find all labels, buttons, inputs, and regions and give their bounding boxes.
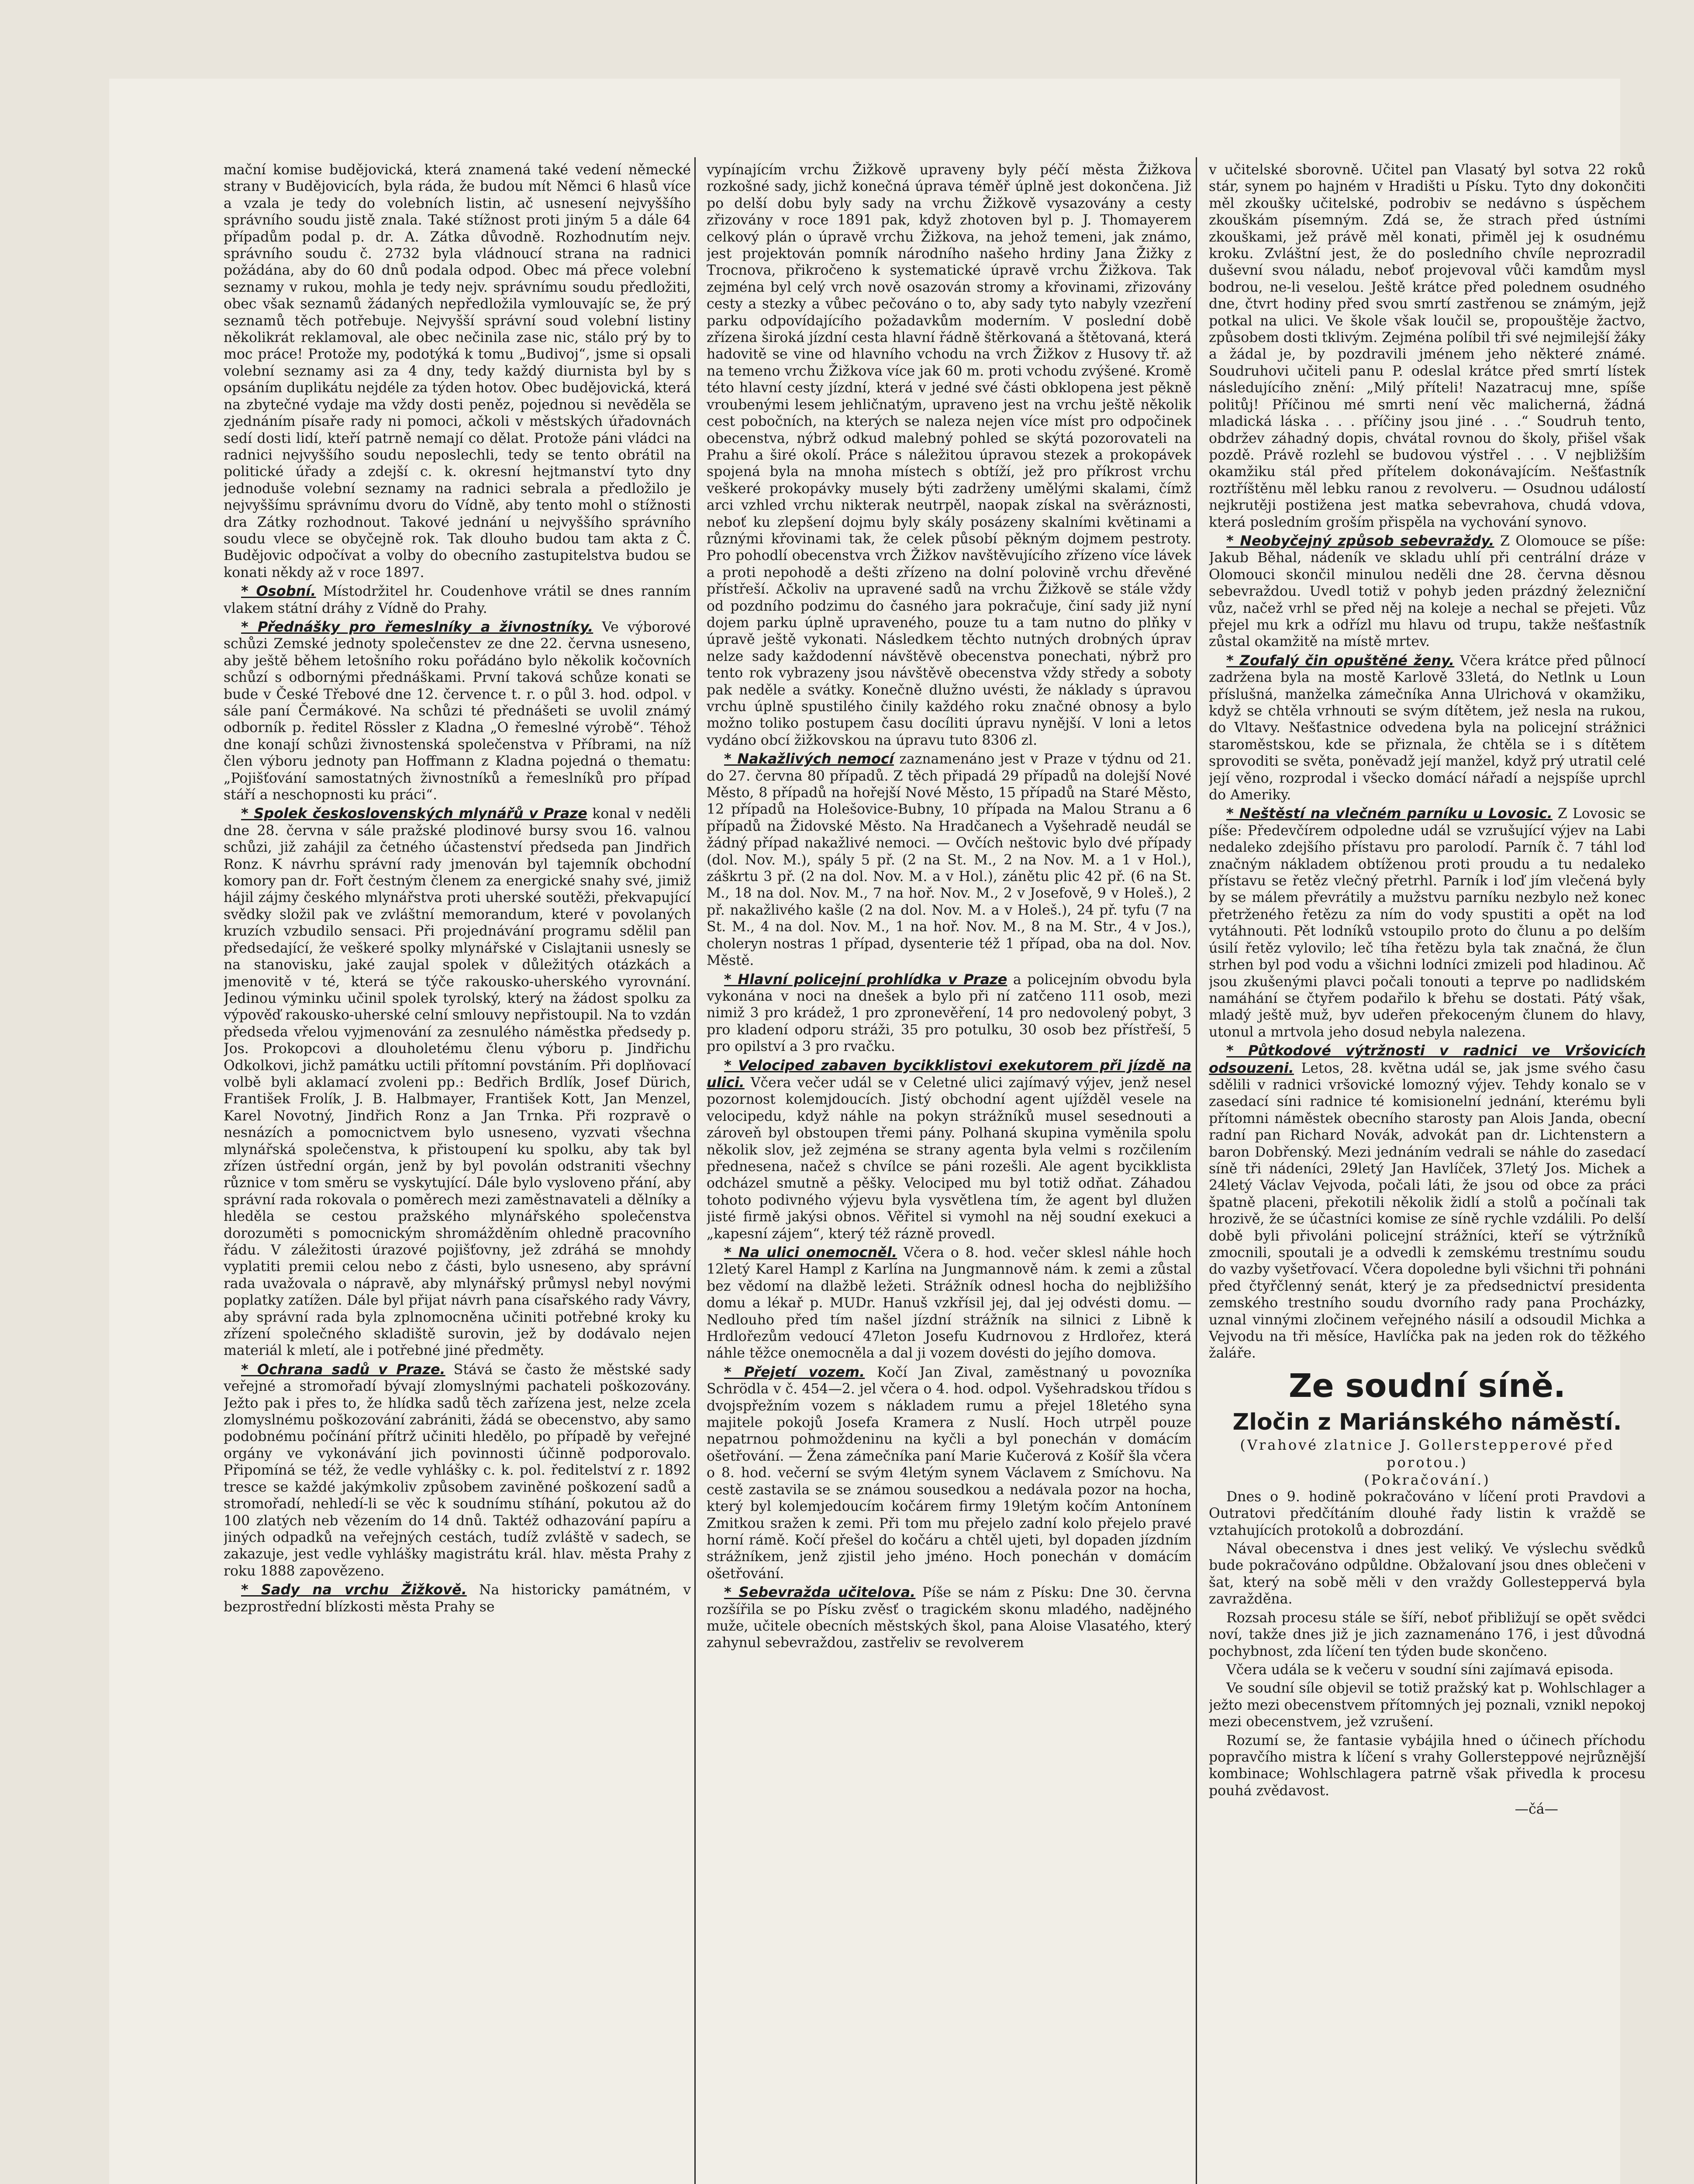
article-paragraph (224, 162, 691, 581)
article-text: Včera udála se k večeru v soudní síni zajímavá episoda. (1226, 1662, 1614, 1678)
article-paragraph (224, 583, 691, 617)
article-heading: * Neobyčejný způsob sebevraždy. (1226, 532, 1494, 549)
article-heading: * Ochrana sadů v Praze. (241, 1361, 445, 1378)
article-paragraph (1209, 805, 1646, 1040)
article-heading: * Půtkodové výtržnosti v radnici ve Vršovicích odsouzeni. (1209, 1042, 1646, 1076)
article-paragraph (1209, 652, 1646, 804)
article-text: konal v neděli dne 28. června v sále pražské plodinové bursy svou 16. valnou schůzi, již zahájil za četného účastenství předseda pan Jindřich Ronz. K návrhu správní rady jmenován byl tajemník obchodní komory pan dr. Fořt čestným členem za energické snahy své, jimiž hájil zájmy českého mlynářstva proti uherské soutěži, překvapující svědky složil pak ve zvláštní memorandum, které v povolaných kruzích vzbudilo sensaci. Při projednávání programu sdělil pan předsedající, že veškeré spolky mlynářské v Cislajtanii usnesly se na stanovisku, jaké zaujal spolek v důležitých otázkách a jmenovitě v té, která se týče rakousko-uherského vyrovnání. Jedinou výminku učinil spolek tyrolský, který na žádost spolku za výpověď rakousko-uherské celní smlouvy nepřistoupil. Na to vzdán předseda vřelou vyjmenování za zesnulého náměstka předsedy p. Jos. Prokopcovi a dlouholetému členu výboru p. Jindřichu Odkolkovi, jichž památku uctili přítomní povstáním. Při doplňovací volbě byli aklamací zvoleni pp.: Bedřich Brdlík, Josef Dürich, František Frolík, J. B. Halbmayer, František Kott, Jan Menzel, Karel Novotný, Jindřich Ronz a Jan Trnka. Při rozpravě o nesnázích a pomocnictvem bylo usneseno, vyzvati všechna mlynářská společenstva, k přistoupení ku spolku, aby tak byl zřízen ústřední orgán, jenž by byl povolán odstraniti všechny různice v tom směru se vyskytující. Dále bylo vysloveno přání, aby správní rada rokovala o poměrech mezi zaměstnavateli a dělníky a hleděla se cestou pražského mlynářského společenstva dorozuměti s pomocnickým shromážděním ohledně pracovního řádu. V záležitosti úrazové pojišťovny, jež zdráhá se mnohdy vyplatiti premii celou nebo z části, bylo usneseno, aby správní rada uvažovala o nápravě, aby mlynářský průmysl nebyl novými poplatky zatížen. Dále byl přijat návrh pana císařského rady Vávry, aby správní rada byla zplnomocněna učiniti potřebné kroky ku zřízení společného skladiště surovin, jež by dodávalo nejen materiál k mletí, ale i potřebné jiné předměty. (224, 806, 691, 1359)
column-2 (707, 162, 1191, 2184)
article-text: Na historicky památném, v bezprostřední blízkosti města Prahy se (224, 1582, 691, 1615)
article-text: Kočí Jan Zival, zaměstnaný u povozníka Schrödla v č. 454—2. jel včera o 4. hod. odpol. Vyšehradskou třídou s dvojspřežním vozem s nákladem rumu a přejel 18letého syna majitele pokojů Josefa Kramera z Nuslí. Hoch utrpěl pouze nepatrnou pohmoždeninu na kyčli a byl ponechán v domácím ošetřování. — Žena zámečníka paní Marie Kučerová z Košíř šla včera o 8. hod. večerní se svým 4letým synem Václavem z Smíchovu. Na cestě zastavila se se známou sousedkou a nedávala pozor na hocha, který byl kolemjedoucím kočárem firmy 19letým kočím Antonínem Zmitkou sražen k zemi. Při tom mu přejelo zadní kolo přejelo pravé horní rámě. Kočí přešel do kočáru a chtěl ujeti, byl dopaden jízdním strážníkem, jenž zjistil jeho jméno. Hoch ponechán v domácím ošetřování. (707, 1364, 1191, 1582)
article-paragraph (224, 619, 691, 803)
article-text: Píše se nám z Písku: Dne 30. června rozšířila se po Písku zvěsť o tragickém skonu mladého, nadějného muže, učitele obecních městských škol, pana Aloise Vlasatého, který zahynul sebevraždou, zastřeliv se revolverem (707, 1585, 1191, 1651)
article-paragraph (1209, 532, 1646, 650)
article-text: Rozsah procesu stále se šíří, neboť přibližují se opět svědci noví, takže dnes již je jich zaznamenáno 176, i jest důvodná pochybnost, zda líčení ten týden bude skončeno. (1209, 1610, 1646, 1659)
newspaper-page (109, 79, 1646, 2184)
article-text: v učitelské sborovně. Učitel pan Vlasatý byl sotva 22 roků stár, synem po hajném v Hradišti u Písku. Tyto dny dokončiti měl zkoušky učitelské, podrobiv se nedávno s úspěchem zkouškám písemným. Zdá se, že strach před ústními zkouškami, jež právě měl konati, přiměl jej k osudnému kroku. Zvláštní jest, že do posledního chvíle neprozradil duševní svou náladu, neboť projevoval vůči kamdům mysl bodrou, ne-li veselou. Ještě krátce před polednem osudného dne, čtvrt hodiny před svou smrtí zastřenou se známým, jejž potkal na ulici. Ve škole však loučil se, propouštěje žactvo, způsobem dosti tklivým. Zejména políbil tři své nejmilejší žáky a žádal je, by pozdravili jménem jeho některé známé. Soudruhovi učiteli panu P. odeslal krátce před smrtí lístek následujícího znění: „Milý příteli! Nazatracuj mne, spíše politůj! Příčinou mé smrti není věc malicherná, žádná mladická láska . . . příčiny jsou jiné . . .“ Soudruh tento, obdržev záhadný dopis, chvátal rovnou do školy, přišel však pozdě. Právě rozlehl se budovou výstřel . . . V nejbližším okamžiku stál před přítelem dokonávajícím. Nešťastník roztříštěnu měl lebku ranou z revolveru. — Osudnou událostí nejkrutěji postižena jest matka sebevrahova, chudá vdova, která posledním groším přispěla na vychování synovo. (1209, 162, 1646, 530)
article-text: Z Lovosic se píše: Předevčírem odpoledne udál se vzrušující výjev na Labi nedaleko zdejšího přístavu pro parolodí. Parník č. 7 táhl loď značným nákladem obtíženou proti proudu a tu nedaleko přístavu se řetěz vlečný přetrhl. Parník i loď jím vlečená byly by se málem převrátily a mužstvu parníku nezbylo než konec přetrženého řetězu za ním do vody spustiti a opět na loď vytáhnouti. Pět lodníků vstoupilo proto do člunu a po delším úsilí řetěz vylovilo; leč tíha řetězu byla tak značná, že člun strhen byl pod vodu a všichni lodníci zmizeli pod hladinou. Ač jsou zkušenými plavci počali tonouti a teprve po nadlidském namáhání se čtyřem podařilo k břehu se dostati. Pátý však, mladý ještě muž, byv udeřen překoceným člunem do hlavy, utonul a mrtvola jeho dosud nebyla nalezena. (1209, 806, 1646, 1040)
section-title: Ze soudní síně. (1288, 1367, 1566, 1405)
column-3 (1209, 162, 1646, 2184)
article-paragraph (707, 1364, 1191, 1582)
article-subheadline: (Vrahové zlatnice J. Gollerstepperové před porotou.) (1240, 1436, 1615, 1471)
article-text: mační komise budějovická, která znamená také vedení německé strany v Budějovicích, byla ráda, že budou mít Němci 6 hlasů více a vzala je tedy do volebních listin, ač usnesení nejvyššího správního soudu jistě znala. Také stížnost proti jiným 5 a dále 64 případům podal p. dr. A. Zátka důvodně. Rozhodnutím nejv. správního soudu č. 2732 byla vládnoucí strana na radnici požádána, aby do 60 dnů podala odpod. Obec má přece volební seznamy v rukou, mohla je tedy nejv. správnímu soudu předložiti, obec však seznamů žádaných nepředložila vymlouvajíc se, že prý seznamů těch potřebuje. Nejvyšší správní soud volební listiny několikrát reklamoval, ale obec nečinila zase nic, stálo prý by to moc práce! Protože my, podotýká k tomu „Budivoj“, jsme si opsali volební seznamy asi za 4 dny, tedy každý diurnista byl by s opsáním duplikátu nejdéle za týden hotov. Obec budějovická, která na zbytečné vydaje ma vždy dosti peněz, pojednou si nevěděla se zjednáním písaře rady ni pomoci, ačkoli v městských úřadovnách sedí dosti lidí, kteří patrně nemají co dělat. Protože páni vládci na radnici nejvyššího soudu neposlechli, tedy se tento obrátil na politické úřady a zdejší c. k. okresní hejtmanství tyto dny jednoduše volební seznamy na radnici sebrala a předložilo je nejvyššímu správnímu dvoru do Vídně, aby tento mohl o stížnosti dra Zátky rozhodnout. Takové jednání u nejvyššího správního soudu vlece se obyčejně rok. Tak dlouho budou tam akta z Č. Budějovic odpočívat a volby do obecního zastupitelstva budou se konati někdy až v roce 1897. (224, 162, 691, 581)
article-text: Dnes o 9. hodině pokračováno v líčení proti Pravdovi a Outratovi předčítáním dlouhé řady listin k vraždě se vztahujících protokolů a dobrozdání. (1209, 1489, 1646, 1538)
article-heading: * Na ulici onemocněl. (724, 1244, 897, 1261)
column-1 (224, 162, 691, 2184)
article-text: Místodržitel hr. Coudenhove vrátil se dnes ranním vlakem státní dráhy z Vídně do Prahy. (224, 584, 691, 616)
article-heading: * Přednášky pro řemeslníky a živnostníky. (241, 618, 593, 635)
article-paragraph (1209, 1662, 1646, 1678)
article-text: Letos, 28. května udál se, jak jsme svého času sdělili v radnici vršovické lomozný výjev. Tehdy konalo se v zasedací síni radnice té komisionelní jednání, kterému byli přítomni náměstek obecního starosty pan Alois Janda, obecní radní pan Richard Novák, advokát pan dr. Lichtenstern a baron Dobřenský. Mezi jednáním vedrali se náhle do zasedací síně tři nádeníci, 29letý Jan Havlíček, 37letý Jos. Michek a 24letý Václav Vejvoda, počali láti, že jsou od obce za práci špatně placeni, překotili několik židlí a stolů a počínali tak hrozivě, že se účastníci komise ze síně rychle vzdálili. Po delší době byli přivoláni policejní strážníci, kteří se výtržníků zmocnili, spoutali je a odvedli k zemskému trestnímu soudu do vazby vyšetřovací. Včera dopoledne byli všichni tři pohnáni před čtyřčlenný senát, který je za předsednictví presidenta zemského trestního soudu dvorního rady pana Procházky, uznal vinnými zločinem veřejného násilí a odsoudil Michka a Vejvodu na tři měsíce, Havlíčka pak na jeden rok do těžkého žaláře. (1209, 1060, 1646, 1362)
article-paragraph (707, 1057, 1191, 1242)
article-paragraph (224, 1581, 691, 1615)
article-text: vypínajícím vrchu Žižkově upraveny byly péčí města Žižkova rozkošné sady, jichž konečná úprava téměř úplně jest dokončena. Již po delší dobu byly sady na vrchu Žižkově vysazovány a cesty zřizovány v roce 1891 pak, když zhotoven byl p. J. Thomayerem celkový plán o úpravě vrchu Žižkova, na jehož temeni, jak známo, jest projektován pomník národního našeho hrdiny Jana Žižky z Trocnova, přikročeno k systematické úpravě vrchu Žižkova. Tak zejména byl celý vrch nově osazován stromy a křovinami, zřizovány cesty a stezky a vůbec pečováno o to, aby sady tyto nabyly vzezření parku odpovídajícího požadavkům moderním. V poslední době zřízena široká jízdní cesta hlavní řádně štěrkovaná a štětovaná, která hadovitě se vine od hlavního vchodu na vrch Žižkov z Husovy tř. až na temeno vrchu Žižkova více jak 60 m. proti vchodu zvýšené. Kromě této hlavní cesty jízdní, která v jedné své části obklopena jest pěkně vroubenými lesem jehličnatým, upraveno jest na vrchu ještě několik cest pobočních, na kterých se naleza nejen více míst pro odpočinek obecenstva, nýbrž odkud malebný pohled se skýtá pozorovateli na Prahu a širé okolí. Práce s náležitou úpravou stezek a prokopávek spojená byla na mnoha místech s obtíží, jež pro příkrost vrchu veškeré prokopávky musely býti zadrženy umělými skalami, čímž arci vzhled vrchu nikterak neutrpěl, naopak získal na svěráznosti, neboť ku zlepšení dojmu byly skály posázeny skalními květinami a různými křovinami tak, že celek působí pěkným dojmem pestroty. Pro pohodlí obecenstva vrch Žižkov navštěvujícího zřízeno více lávek a proti nepohodě a dešti zřízeno na dolní polovině vrchu dřevěné přístřeší. Ačkoliv na upravené sadů na vrchu Žižkově se stále vždy od pozdního podzimu do časného jara pokračuje, činí sady již nyní dojem parku úplně upraveného, pouze tu a tam nutno do plňky v úpravě ještě vykonati. Následkem těchto nutných drobných úprav nelze sady každodenní návštěvě obecenstva ponechati, nýbrž pro tento rok vybrazeny jsou návštěvě obecenstva vždy středy a soboty pak neděle a svátky. Konečně dlužno uvésti, že náklady s úpravou vrchu úplně spustilého činily každého roku značné obnosy a bylo možno toliko postupem času docíliti úpravu nynější. V loni a letos vydáno obcí žižkovskou na úpravu tuto 8306 zl. (707, 162, 1191, 748)
article-heading: * Osobní. (241, 583, 316, 600)
article-paragraph (1209, 1680, 1646, 1730)
article-text: Včera o 8. hod. večer sklesl náhle hoch 12letý Karel Hampl z Karlína na Jungmannově nám. k zemi a zůstal bez vědomí na dlažbě ležeti. Strážník odnesl hocha do nejbližšího domu a lékař p. MUDr. Hanuš vzkřísil jej, dal jej odvésti domu. — Nedlouho před tím našel jízdní strážník na silnici z Libně k Hrdlořezům vedoucí 47leton Josefu Kudrnovou z Hrdlořez, která náhle těžce onemocněla a dal ji vozem dovésti do jejího domova. (707, 1245, 1191, 1362)
article-paragraph (707, 971, 1191, 1055)
article-text: Včera večer udál se v Celetné ulici zajímavý výjev, jenž nesel pozornost kolemjdoucích. Jistý obchodní agent ujížděl vesele na velocipedu, když náhle na pokyn strážníků musel sesednouti a zároveň byl obstoupen třemi pány. Polhaná skupina vyměnila spolu několik slov, jež zejména se strany agenta byla velmi s rozčilením přednesena, načež s chvílce se páni rozešli. Ale agent bycikklista odcházel smutně a pěšky. Velociped mu byl totiž odňat. Záhadou tohoto podivného výjevu byla vysvětlena tím, že agent byl dlužen jisté firmě jakýsi obnos. Věřitel si vymohl na něj soudní exekuci a „kapesní zájem“, který též rázně provedl. (707, 1075, 1191, 1242)
article-paragraph (707, 162, 1191, 749)
article-text: Rozumí se, že fantasie vybájila hned o účinech příchodu popravčího mistra k líčení s vrahy Gollersteppové nejrůznější kombinace; Wohlschlagera patrně však přivedla k procesu pouhá zvědavost. (1209, 1732, 1646, 1799)
article-text: Nával obecenstva i dnes jest veliký. Ve výslechu svědků bude pokračováno odpůldne. Obžalovaní jsou dnes oblečeni v šat, který na sobě měli v den vraždy Gollesteppervá byla zavražděna. (1209, 1541, 1646, 1607)
article-heading: * Velociped zabaven bycikklistovi exekutorem při jízdě na ulici. (707, 1057, 1191, 1091)
article-paragraph (707, 750, 1191, 969)
article-paragraph (1209, 1489, 1646, 1539)
continuation-note: (Pokračování.) (1364, 1471, 1490, 1488)
article-paragraph (1209, 162, 1646, 531)
column-rule (1196, 157, 1197, 2184)
article-paragraph (224, 1361, 691, 1579)
article-text: Z Olomouce se píše: Jakub Běhal, nádeník ve skladu uhlí při centrální dráze v Olomouci skončil minulou neděli dne 28. června děsnou sebevraždou. Uvedl totiž v pohyb jeden prázdný železniční vůz, načež vrhl se před něj na koleje a nechal se přejeti. Vůz přejel mu krk a odřízl mu hlavu od trupu, takže nešťastník zůstal okamžitě na místě mrtev. (1209, 533, 1646, 650)
article-heading: * Neštěstí na vlečném parníku u Lovosic. (1226, 805, 1553, 822)
article-headline: Zločin z Mariánského náměstí. (1232, 1409, 1622, 1435)
article-paragraph (1209, 1042, 1646, 1362)
article-paragraph (707, 1584, 1191, 1652)
article-text: a policejním obvodu byla vykonána v noci na dnešek a bylo při ní zatčeno 111 osob, mezi nimiž 3 pro krádež, 1 pro zpronevěření, 14 pro nedovolený pobyt, 3 pro kladení odporu stráži, 35 pro potulku, 30 osob bez přístřeší, 5 pro opilství a 3 pro rvačku. (707, 971, 1191, 1055)
article-heading: * Hlavní policejní prohlídka v Praze (724, 971, 1007, 988)
article-text: Stává se často že městské sady veřejné a stromořadí bývají zlomyslnými pachateli poškozovány. Ježto pak i přes to, že hlídka sadů těch zařízena jest, nelze zcela zlomyslnému poškozování zabrániti, žádá se obecenstvo, aby samo podobnému počínání přítrž učiniti hledělo, po případě by veřejné orgány ve vykonávání jich povinnosti účinně podporovalo. Připomíná se též, že vedle vyhlášky c. k. pol. ředitelství z r. 1892 tresce se každé jakýmkoliv způsobem zaviněné poškození sadů a stromořadí, nehledí-li se věc k soudnímu stíhání, pokutou až do 100 zlatých neb vězením do 14 dnů. Taktéž odhazování papíru a jiných odpadků na veřejných cestách, tudíž zvláště v sadech, se zakazuje, jest vedle vyhlášky magistrátu král. hlav. města Prahy z roku 1888 zapovězeno. (224, 1362, 691, 1579)
article-heading: * Sady na vrchu Žižkově. (241, 1581, 467, 1598)
article-text: Včera krátce před půlnocí zadržena byla na mostě Karlově 33letá, do Netlnk u Loun příslušná, manželka zámečníka Anna Ulrichová v okamžiku, když se chtěla vrhnouti se svým dítětem, jež nesla na rukou, do Vltavy. Nešťastnice odvedena byla na policejní strážnici staroměstskou, kde se přiznala, že chtěla se i s dítětem sprovoditi se světa, poněvadž její manžel, když prý utratil celé její věno, rozprodal i všecko domácí nářadí a nejspíše uprchl do Ameriky. (1209, 653, 1646, 803)
article-text: Ve výborové schůzi Zemské jednoty společenstev ze dne 22. června usneseno, aby ještě během letošního roku pořádáno bylo několik kočovních schůzí s odbornými přednáškami. První taková schůze konati se bude v České Třebové dne 12. července t. r. o půl 3. hod. odpol. v sále paní Čermákové. Na schůzi té přednášeti se uvolil známý odborník p. ředitel Rössler z Kladna „O řemeslné výrobě“. Téhož dne konají schůzi živnostenská společenstva v Příbrami, na níž člen výboru jednoty pan Hoffmann z Kladna pojedná o thematu: „Pojišťování samostatných živnostníků a řemeslníků pro případ stáří a neschopnosti ku práci“. (224, 619, 691, 803)
column-rule (694, 157, 696, 2184)
article-paragraph (1209, 1610, 1646, 1660)
article-heading: * Nakažlivých nemocí (724, 750, 894, 767)
article-heading: * Zoufalý čin opuštěné ženy. (1226, 652, 1455, 669)
author-signature: —čá— (1515, 1801, 1558, 1818)
article-paragraph (1209, 1732, 1646, 1800)
article-text: Ve soudní síle objevil se totiž pražský kat p. Wohlschlager a ježto mezi obecenstvem přítomných jej poznali, vznikl nepokoj mezi obecenstvem, jež vzrušení. (1209, 1680, 1646, 1730)
article-text: zaznamenáno jest v Praze v týdnu od 21. do 27. června 80 případů. Z těch připadá 29 případů na dolejší Nové Město, 8 případů na hořejší Nové Město, 15 případů na Staré Město, 12 případů na Holešovice-Bubny, 10 případa na Malou Stranu a 6 případů na Židovské Město. Na Hradčanech a Vyšehradě neudál se žádný případ nakažlivé nemoci. — Ovčích neštovic bylo dvé případy (dol. Nov. M.), spály 5 př. (2 na St. M., 2 na Nov. M. a 1 v Hol.), záškrtu 3 př. (2 na dol. Nov. M. a v Hol.), zánětu plic 42 př. (6 na St. M., 18 na dol. Nov. M., 7 na hoř. Nov. M., 2 v Josefově, 9 v Holeš.), 2 př. nakažlivého kašle (2 na dol. Nov. M. a v Holeš.), 24 př. tyfu (7 na St. M., 4 na dol. Nov. M., 1 na hoř. Nov. M., 8 na M. Str., 4 v Jos.), choleryn nostras 1 případ, dysenterie též 1 případ, oba na dol. Nov. Městě. (707, 751, 1191, 969)
article-heading: * Spolek československých mlynářů v Praze (241, 805, 587, 822)
article-heading: * Sebevražda učitelova. (724, 1584, 916, 1601)
article-paragraph (707, 1244, 1191, 1362)
article-paragraph (224, 805, 691, 1359)
article-heading: * Přejetí vozem. (724, 1363, 865, 1380)
article-paragraph (1209, 1541, 1646, 1608)
